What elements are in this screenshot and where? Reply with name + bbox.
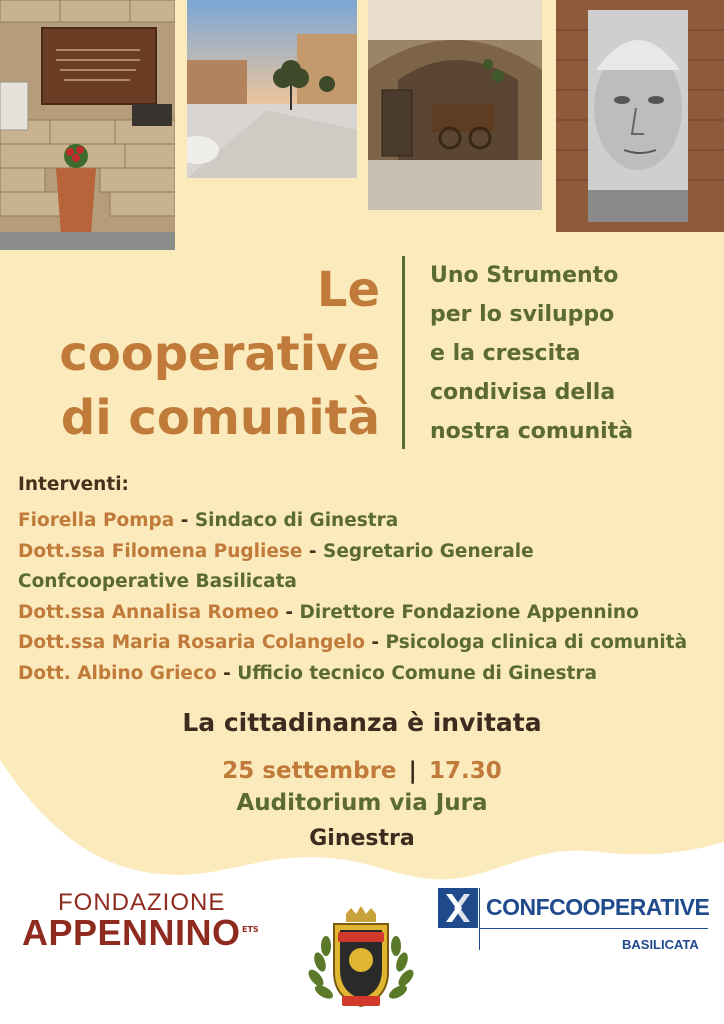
speaker-name: Dott. Albino Grieco xyxy=(18,662,217,684)
speaker-item xyxy=(18,628,718,659)
speaker-item xyxy=(18,506,718,537)
speaker-name: Fiorella Pompa xyxy=(18,510,175,531)
speaker-name: Dott.ssa Annalisa Romeo xyxy=(18,601,279,623)
event-date: 25 settembre xyxy=(222,758,397,784)
confcooperative-mark-icon xyxy=(438,888,478,928)
title-line: cooperative xyxy=(59,326,380,382)
speaker-role: Sindaco di Ginestra xyxy=(194,510,399,531)
speaker-role: Psicologa clinica di comunità xyxy=(385,632,688,653)
speakers-list xyxy=(18,506,718,689)
subtitle xyxy=(430,256,715,451)
datetime-separator: | xyxy=(408,758,417,784)
title-divider xyxy=(402,256,405,449)
title-line: di comunità xyxy=(60,390,380,446)
speaker-separator: - xyxy=(302,540,323,562)
confcooperative-region: BASILICATA xyxy=(622,937,699,952)
fondazione-logo-top: FONDAZIONE xyxy=(58,889,226,916)
speaker-separator: - xyxy=(216,662,238,684)
event-datetime xyxy=(0,758,724,784)
fondazione-logo-main: APPENNINO xyxy=(22,912,241,953)
event-time: 17.30 xyxy=(428,758,502,784)
confcooperative-name: CONFCOOPERATIVE xyxy=(486,894,710,920)
subtitle-line: condivisa della xyxy=(430,380,616,405)
speaker-separator: - xyxy=(174,510,195,531)
subtitle-line: Uno Strumento xyxy=(430,263,619,288)
main-title xyxy=(20,258,380,450)
subtitle-line: per lo sviluppo xyxy=(430,302,615,327)
speaker-item xyxy=(18,567,718,598)
fondazione-logo-ets: ETS xyxy=(242,925,259,934)
event-venue: Auditorium via Jura xyxy=(236,790,488,816)
photo-stone-wall-plaque xyxy=(0,0,175,250)
confcooperative-rule xyxy=(480,928,708,929)
speaker-name: Dott.ssa Filomena Pugliese xyxy=(18,540,303,562)
speaker-role: Direttore Fondazione Appennino xyxy=(299,601,639,623)
speaker-separator: - xyxy=(364,632,386,653)
photo-piazza-sunset xyxy=(187,0,357,178)
speaker-role: Ufficio tecnico Comune di Ginestra xyxy=(237,662,597,684)
confcooperative-divider xyxy=(479,888,480,950)
event-city: Ginestra xyxy=(309,826,415,851)
subtitle-line: e la crescita xyxy=(430,341,581,366)
invitation-text: La cittadinanza è invitata xyxy=(182,708,542,737)
ginestra-crest-icon xyxy=(306,902,416,1014)
photo-mural-woman xyxy=(556,0,724,232)
speaker-item xyxy=(18,598,718,629)
speaker-separator: - xyxy=(278,601,300,623)
speaker-role: Segretario Generale xyxy=(323,540,534,562)
speaker-item xyxy=(18,659,718,690)
speaker-role: Confcooperative Basilicata xyxy=(18,571,297,592)
speaker-name: Dott.ssa Maria Rosaria Colangelo xyxy=(18,632,365,653)
speaker-item xyxy=(18,537,718,568)
photo-archway-cart xyxy=(368,0,542,210)
speakers-heading: Interventi: xyxy=(18,474,129,495)
subtitle-line: nostra comunità xyxy=(430,419,634,444)
title-line: Le xyxy=(316,262,380,318)
